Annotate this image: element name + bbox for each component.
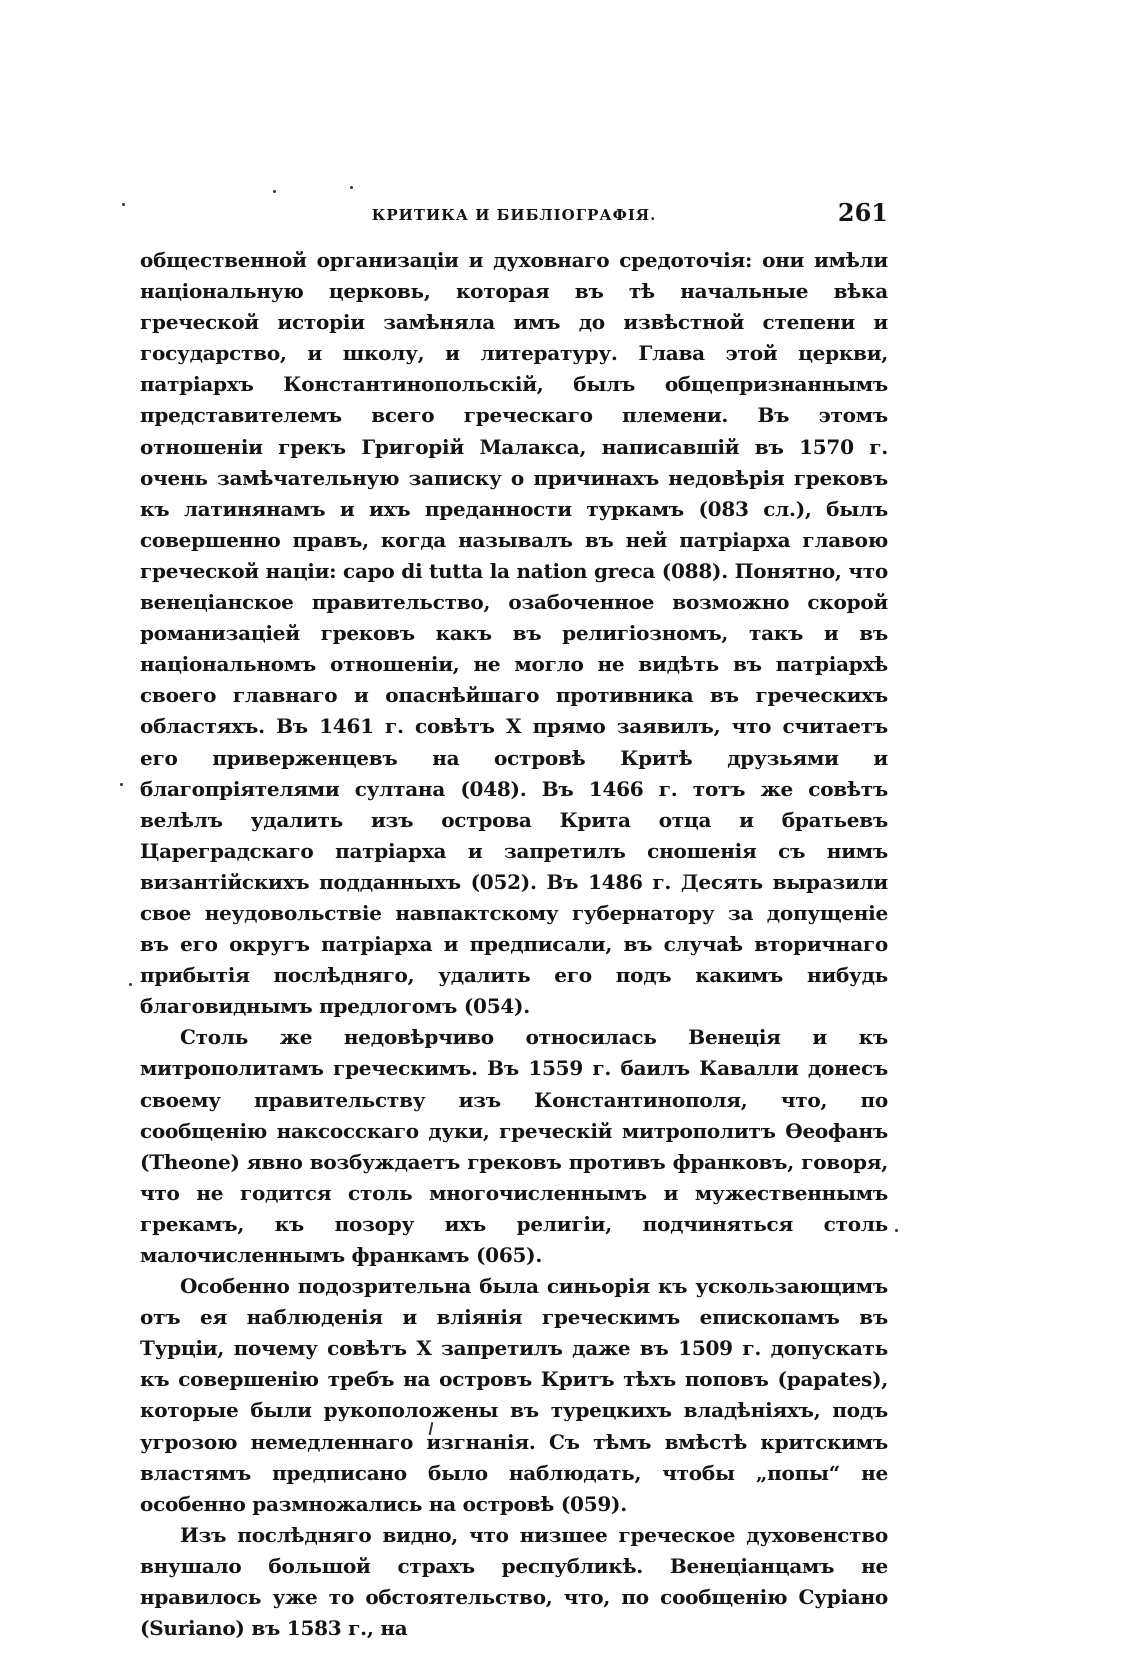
scan-speck: [129, 983, 132, 986]
scan-speck: [895, 1229, 898, 1232]
paragraph: Столь же недовѣрчиво относилась Венеція и къ митрополитамъ греческимъ. Въ 1559 г. баилъ Кавалли донесъ своему правительству изъ Константинополя, что, по сообщенію наксосскаго дуки, греческій митрополитъ Ѳеофанъ (Theone) явно возбуждаетъ грековъ противъ франковъ, говоря, что не годится столь многочисленнымъ и мужественнымъ грекамъ, къ позору ихъ религіи, подчиняться столь малочисленнымъ франкамъ (065).: [140, 1025, 888, 1267]
page-number: 261: [837, 198, 888, 227]
scan-speck: [350, 186, 353, 189]
paragraph: Особенно подозрительна была синьорія къ ускользающимъ отъ ея наблюденія и вліянія греческимъ епископамъ въ Турціи, почему совѣтъ X запретилъ даже въ 1509 г. допускать къ совершенію требъ на островъ Критъ тѣхъ поповъ (papates), которые были рукоположены въ турецкихъ владѣніяхъ, подъ угрозою немедленнаго изгнанія. Съ тѣмъ вмѣстѣ критскимъ властямъ предписано было наблюдать, чтобы „попы“ не особенно размножались на островѣ (059).: [140, 1274, 888, 1516]
body-text: [140, 245, 888, 1644]
paragraph: Изъ послѣдняго видно, что низшее греческое духовенство внушало большой страхъ республикѣ. Венеціанцамъ не нравилось уже то обстоятельство, что, по сообщенію Суріано (Suriano) въ 1583 г., на: [140, 1522, 888, 1641]
running-title: КРИТИКА И БИБЛІОГРАФІЯ.: [371, 206, 657, 224]
scan-speck: [273, 190, 276, 193]
scan-speck: [122, 203, 125, 206]
scan-speck: [120, 783, 123, 786]
page-header: [140, 198, 888, 232]
paragraph: общественной организаціи и духовнаго средоточія: они имѣли національную церковь, которая въ тѣ начальные вѣка греческой исторіи замѣняла имъ до извѣстной степени и государство, и школу, и литературу. Глава этой церкви, патріархъ Константинопольскій, былъ общепризнаннымъ представителемъ всего греческаго племени. Въ этомъ отношеніи грекъ Григорій Малакса, написавшій въ 1570 г. очень замѣчательную записку о причинахъ недовѣрія грековъ къ латинянамъ и ихъ преданности туркамъ (083 сл.), былъ совершенно правъ, когда называлъ въ ней патріарха главою греческой націи: capo di tutta la nation greca (088). Понятно, что венеціанское правительство, озабоченное возможно скорой романизаціей грековъ какъ въ религіозномъ, такъ и въ національномъ отношеніи, не могло не видѣть въ патріархѣ своего главнаго и опаснѣйшаго противника въ греческихъ областяхъ. Въ 1461 г. совѣтъ X прямо заявилъ, что считаетъ его приверженцевъ на островѣ Критѣ друзьями и благопріятелями султана (048). Въ 1466 г. тотъ же совѣтъ велѣлъ удалить изъ острова Крита отца и братьевъ Цареградскаго патріарха и запретилъ сношенія съ нимъ византійскихъ подданныхъ (052). Въ 1486 г. Десять выразили свое неудовольствіе навпактскому губернатору за допущеніе въ его округъ патріарха и предписали, въ случаѣ вторичнаго прибытія послѣдняго, удалить его подъ какимъ нибудь благовиднымъ предлогомъ (054).: [140, 248, 888, 1019]
